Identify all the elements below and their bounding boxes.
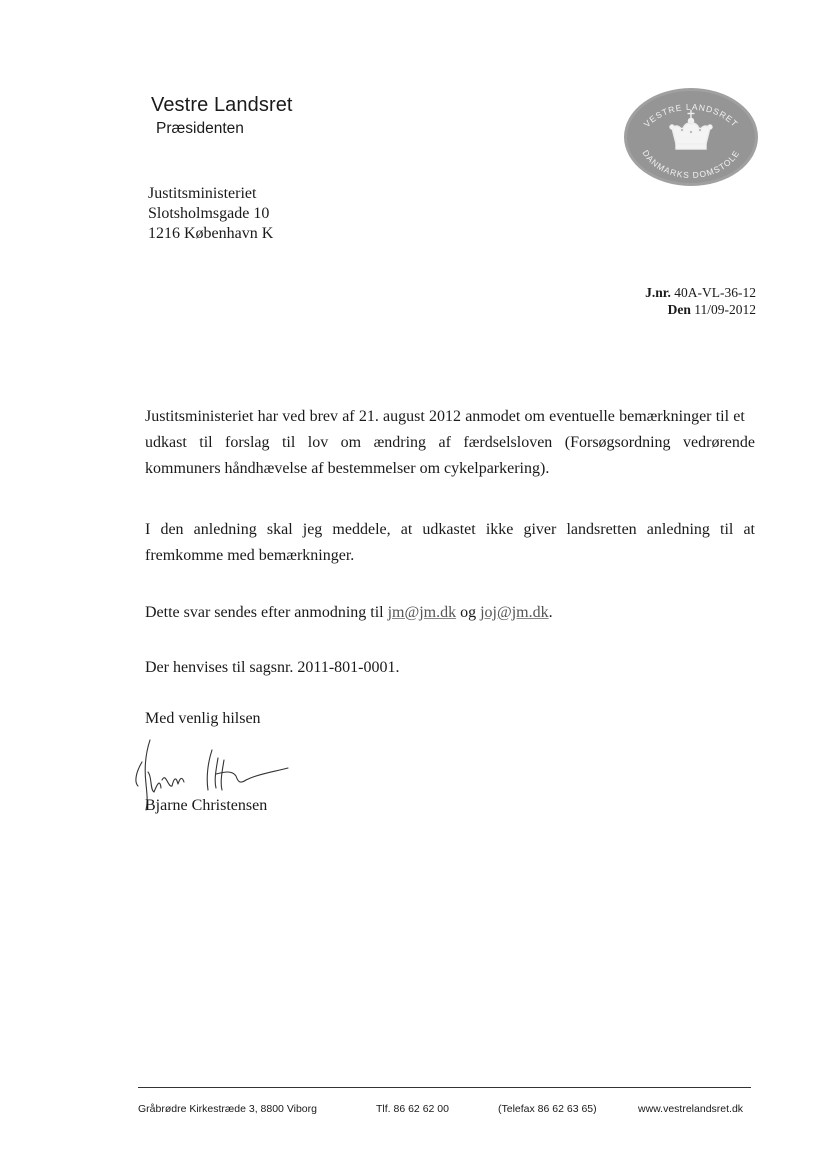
paragraph-line: fremkomme med bemærkninger. xyxy=(145,547,355,564)
seal-top-text: VESTRE LANDSRET xyxy=(641,101,741,130)
jnr-value: 40A-VL-36-12 xyxy=(674,285,756,300)
paragraph-response xyxy=(145,517,755,569)
date-value: 11/09-2012 xyxy=(694,302,756,317)
signer-name: Bjarne Christensen xyxy=(145,797,268,814)
court-seal-icon xyxy=(622,86,760,188)
seal-bottom-text: DANMARKS DOMSTOLE xyxy=(640,148,742,181)
closing-greeting: Med venlig hilsen xyxy=(145,710,261,727)
paragraph-line: I den anledning skal jeg meddele, at udkastet ikke giver landsretten anledning til at xyxy=(145,521,755,538)
paragraph-line: udkast til forslag til lov om ændring af færdselsloven (Forsøgsordning vedrørende xyxy=(145,434,755,451)
paragraph-text: Dette svar sendes efter anmodning til xyxy=(145,604,388,621)
address-line: Slotsholmsgade 10 xyxy=(148,205,270,222)
address-line: 1216 København K xyxy=(148,225,274,242)
footer-address: Gråbrødre Kirkestræde 3, 8800 Viborg xyxy=(138,1103,317,1115)
paragraph-line: Justitsministeriet har ved brev af 21. august 2012 anmodet om eventuelle bemærkninger til et xyxy=(145,408,745,425)
court-name: Vestre Landsret xyxy=(151,94,293,116)
recipient-address xyxy=(148,184,273,244)
court-subtitle: Præsidenten xyxy=(156,120,244,137)
paragraph-text: og xyxy=(456,604,481,621)
paragraph-recipients xyxy=(145,600,755,626)
paragraph-text: . xyxy=(548,604,553,621)
footer-fax: (Telefax 86 62 63 65) xyxy=(498,1103,597,1115)
paragraph-request xyxy=(145,404,755,482)
footer-phone: Tlf. 86 62 62 00 xyxy=(376,1103,449,1115)
jnr-label: J.nr. xyxy=(645,285,671,300)
date-label: Den xyxy=(667,302,691,317)
email-link-joj[interactable]: joj@jm.dk xyxy=(480,604,549,621)
reference-block xyxy=(645,284,756,318)
email-link-jm[interactable]: jm@jm.dk xyxy=(387,604,457,621)
footer-divider xyxy=(138,1087,751,1088)
address-line: Justitsministeriet xyxy=(148,185,257,202)
footer-website[interactable]: www.vestrelandsret.dk xyxy=(638,1103,744,1115)
paragraph-case-reference: Der henvises til sagsnr. 2011-801-0001. xyxy=(145,659,400,676)
paragraph-line: kommuners håndhævelse af bestemmelser om cykelparkering). xyxy=(145,460,550,477)
